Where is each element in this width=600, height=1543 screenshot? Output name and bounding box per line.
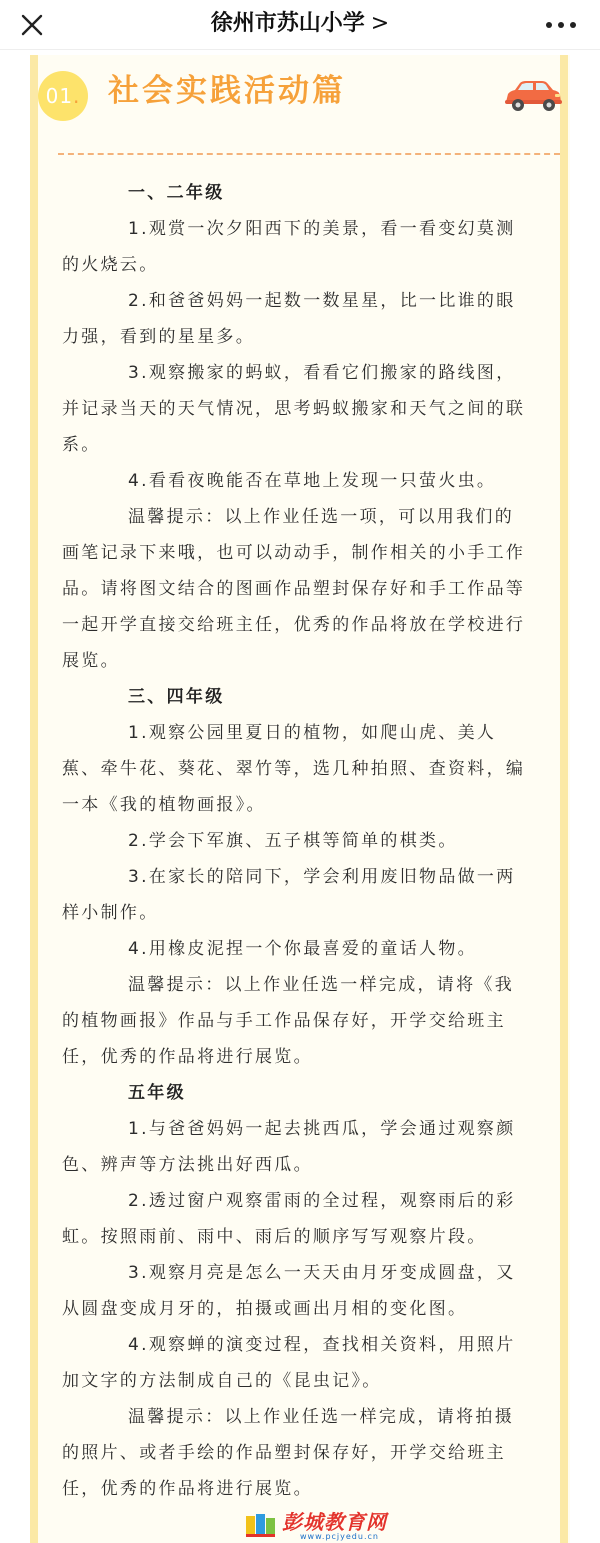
activity-paragraph: 3.在家长的陪同下，学会利用废旧物品做一两样小制作。 (62, 867, 516, 923)
left-border-rail (30, 55, 38, 1543)
section-number-dot: . (73, 84, 81, 108)
watermark-text: 彭城教育网 (282, 1510, 387, 1534)
activity-paragraph: 2.透过窗户观察雷雨的全过程，观察雨后的彩虹。按照雨前、雨中、雨后的顺序写写观察片段。 (62, 1191, 516, 1247)
article-body (62, 175, 532, 1507)
more-icon[interactable] (544, 13, 578, 37)
watermark-url: www.pcjyedu.cn (300, 1532, 379, 1541)
activity-paragraph: 1.与爸爸妈妈一起去挑西瓜，学会通过观察颜色、辨声等方法挑出好西瓜。 (62, 1119, 516, 1175)
activity-paragraph: 4.用橡皮泥捏一个你最喜爱的童话人物。 (128, 939, 477, 959)
activity-paragraph: 4.看看夜晚能否在草地上发现一只萤火虫。 (128, 471, 497, 491)
activity-paragraph: 3.观察月亮是怎么一天天由月牙变成圆盘，又从圆盘变成月牙的，拍摄或画出月相的变化图。 (62, 1263, 516, 1319)
right-border-rail (560, 55, 568, 1543)
tip-paragraph: 温馨提示：以上作业任选一样完成，请将拍摄的照片、或者手绘的作品塑封保存好，开学交给班主任，优秀的作品将进行展览。 (62, 1407, 514, 1499)
activity-paragraph: 4.观察蝉的演变过程，查找相关资料，用照片加文字的方法制成自己的《昆虫记》。 (62, 1335, 516, 1391)
account-name: 徐州市苏山小学 (210, 11, 365, 36)
grade-heading-5: 五年级 (128, 1083, 186, 1103)
tip-paragraph: 温馨提示：以上作业任选一样完成，请将《我的植物画报》作品与手工作品保存好，开学交给班主任，优秀的作品将进行展览。 (62, 975, 514, 1067)
activity-paragraph: 2.学会下军旗、五子棋等简单的棋类。 (128, 831, 458, 851)
car-icon (502, 76, 564, 114)
dashed-divider (58, 153, 560, 155)
section-number: 01 (45, 84, 74, 108)
section-title: 社会实践活动篇 (108, 73, 346, 109)
account-title-link[interactable] (0, 10, 600, 38)
tip-paragraph: 温馨提示：以上作业任选一项，可以用我们的画笔记录下来哦，也可以动动手，制作相关的小手工作品。请将图文结合的图画作品塑封保存好和手工作品等一起开学直接交给班主任，优秀的作品将放在学校进行展览。 (62, 507, 526, 671)
grade-heading-1-2: 一、二年级 (128, 183, 225, 203)
activity-paragraph: 2.和爸爸妈妈一起数一数星星，比一比谁的眼力强，看到的星星多。 (62, 291, 516, 347)
activity-paragraph: 1.观赏一次夕阳西下的美景，看一看变幻莫测的火烧云。 (62, 219, 516, 275)
section-number-badge (38, 71, 88, 121)
chevron-right-icon: > (370, 11, 390, 36)
grade-heading-3-4: 三、四年级 (128, 687, 225, 707)
activity-paragraph: 3.观察搬家的蚂蚁，看看它们搬家的路线图，并记录当天的天气情况，思考蚂蚁搬家和天气之间的联系。 (62, 363, 526, 455)
activity-paragraph: 1.观察公园里夏日的植物，如爬山虎、美人蕉、牵牛花、葵花、翠竹等，选几种拍照、查资料，编一本《我的植物画报》。 (62, 723, 526, 815)
navigation-bar (0, 0, 600, 50)
